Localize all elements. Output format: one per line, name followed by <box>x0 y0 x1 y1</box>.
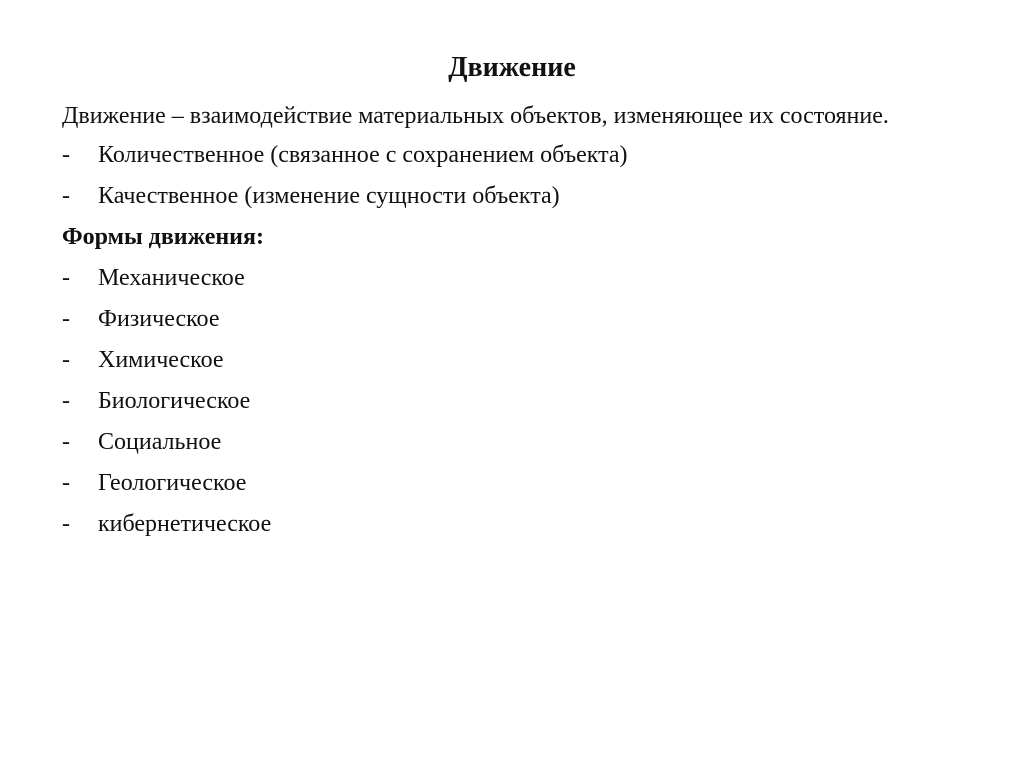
kind-item-quantitative <box>62 140 962 170</box>
form-item-biological <box>62 386 962 416</box>
form-item-social <box>62 427 962 457</box>
bullet-dash: - <box>62 388 70 414</box>
form-item-label: Биологическое <box>98 388 251 414</box>
bullet-dash: - <box>62 306 70 332</box>
form-item-geological <box>62 468 962 498</box>
slide-content <box>62 98 962 550</box>
form-item-physical <box>62 304 962 334</box>
kind-item-label: Качественное (изменение сущности объекта) <box>98 183 560 209</box>
definition-text: Движение – взаимодействие материальных объектов, изменяющее их состояние. <box>62 103 889 129</box>
bullet-dash: - <box>62 183 70 209</box>
kind-item-qualitative <box>62 181 962 211</box>
bullet-dash: - <box>62 470 70 496</box>
slide-title: Движение <box>448 52 576 83</box>
form-item-cybernetic <box>62 509 962 539</box>
bullet-dash: - <box>62 429 70 455</box>
kind-item-label: Количественное (связанное с сохранением объекта) <box>98 142 628 168</box>
form-item-label: Механическое <box>98 265 245 291</box>
bullet-dash: - <box>62 511 70 537</box>
bullet-dash: - <box>62 347 70 373</box>
form-item-chemical <box>62 345 962 375</box>
form-item-label: Физическое <box>98 306 220 332</box>
form-item-label: кибернетическое <box>98 511 272 537</box>
bullet-dash: - <box>62 265 70 291</box>
forms-heading: Формы движения: <box>62 224 264 250</box>
form-item-label: Геологическое <box>98 470 247 496</box>
bullet-dash: - <box>62 142 70 168</box>
form-item-mechanical <box>62 263 962 293</box>
form-item-label: Социальное <box>98 429 222 455</box>
form-item-label: Химическое <box>98 347 224 373</box>
